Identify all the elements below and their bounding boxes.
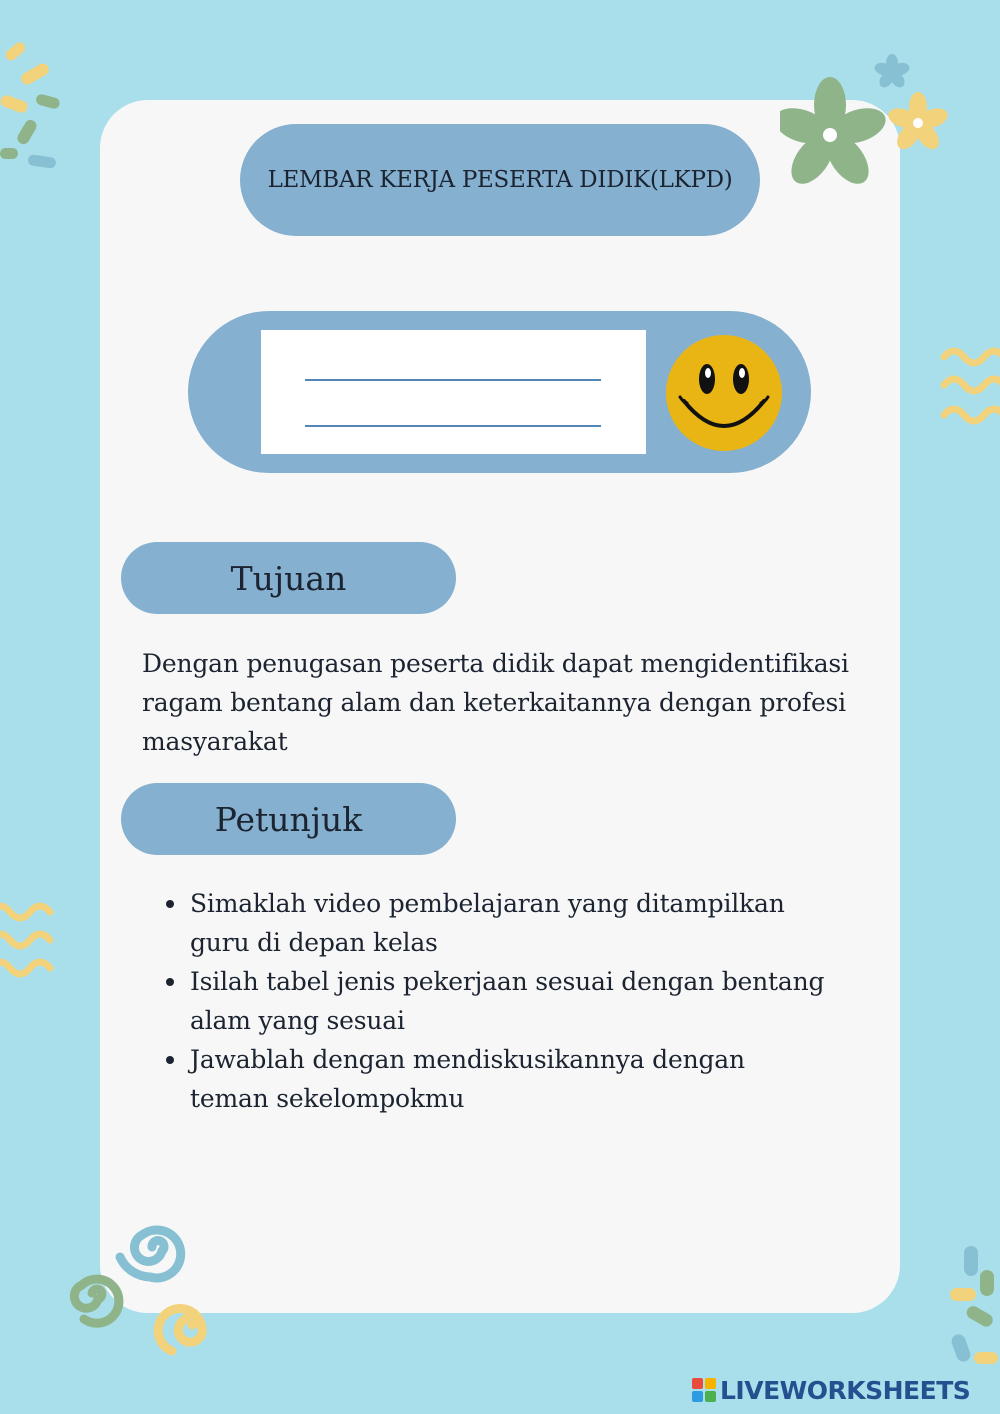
instruction-list bbox=[148, 884, 828, 1118]
name-entry-box[interactable] bbox=[261, 330, 646, 454]
goal-line: Dengan penugasan peserta didik dapat mengidentifikasi bbox=[142, 649, 849, 678]
brand-name: LIVEWORKSHEETS bbox=[720, 1375, 971, 1405]
liveworksheets-logo-icon bbox=[692, 1378, 716, 1402]
smiley-face-icon bbox=[664, 333, 784, 453]
spiral-decoration bbox=[60, 1205, 230, 1365]
instruction-item: Simaklah video pembelajaran yang ditampilkan guru di depan kelas bbox=[148, 884, 828, 962]
goal-line: ragam bentang alam dan keterkaitannya dengan profesi bbox=[142, 688, 846, 717]
instruction-item: Isilah tabel jenis pekerjaan sesuai dengan bentang alam yang sesuai bbox=[148, 962, 828, 1040]
section-heading-tujuan: Tujuan bbox=[121, 542, 456, 614]
worksheet-title: LEMBAR KERJA PESERTA DIDIK(LKPD) bbox=[240, 124, 760, 236]
confetti-top-left-decoration bbox=[0, 30, 80, 180]
confetti-bottom-right-decoration bbox=[940, 1240, 1000, 1380]
section-heading-petunjuk: Petunjuk bbox=[121, 783, 456, 855]
name-entry-line[interactable] bbox=[305, 425, 601, 427]
squiggle-left-decoration bbox=[0, 900, 60, 1000]
name-entry-line[interactable] bbox=[305, 379, 601, 381]
liveworksheets-logo bbox=[692, 1374, 970, 1406]
goal-paragraph bbox=[142, 644, 852, 761]
squiggle-right-decoration bbox=[938, 345, 1000, 445]
instruction-item: Jawablah dengan mendiskusikannya dengan teman sekelompokmu bbox=[148, 1040, 828, 1118]
flower-decoration bbox=[780, 50, 960, 200]
goal-line: masyarakat bbox=[142, 727, 288, 756]
